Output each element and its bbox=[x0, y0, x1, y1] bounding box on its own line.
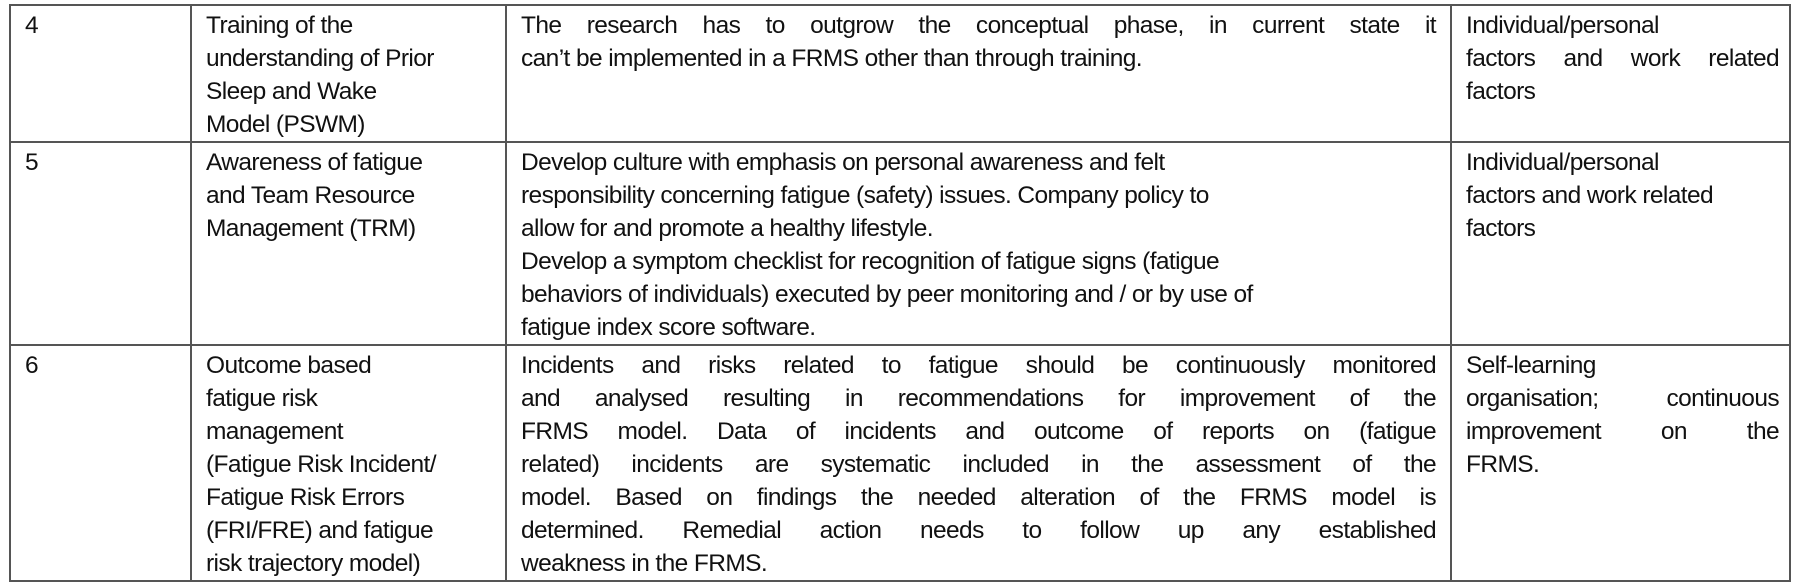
factors-line: factors and work related bbox=[1466, 45, 1779, 72]
description-cell bbox=[506, 142, 1451, 345]
measure-line: Fatigue Risk Errors bbox=[206, 484, 405, 511]
description-line: fatigue index score software. bbox=[521, 314, 816, 341]
description-line: Incidents and risks related to fatigue should be continuously monitored bbox=[521, 352, 1436, 379]
description-line: The research has to outgrow the conceptual phase, in current state it bbox=[521, 12, 1436, 39]
measure-line: Outcome based bbox=[206, 352, 372, 379]
factors-line: improvement on the bbox=[1466, 418, 1779, 445]
description-line: and analysed resulting in recommendations for improvement of the bbox=[521, 385, 1436, 412]
table-row bbox=[10, 345, 1790, 581]
description-line: Develop a symptom checklist for recognition of fatigue signs (fatigue bbox=[521, 248, 1220, 275]
measure-line: and Team Resource bbox=[206, 182, 415, 209]
measure-line: Model (PSWM) bbox=[206, 111, 365, 138]
description-line: model. Based on findings the needed alteration of the FRMS model is bbox=[521, 484, 1436, 511]
row-number: 6 bbox=[25, 352, 39, 379]
row-number: 4 bbox=[25, 12, 39, 39]
measure-line: Management (TRM) bbox=[206, 215, 416, 242]
description-line: behaviors of individuals) executed by peer monitoring and / or by use of bbox=[521, 281, 1253, 308]
table-body bbox=[10, 5, 1790, 581]
description-line: related) incidents are systematic included in the assessment of the bbox=[521, 451, 1436, 478]
table-row bbox=[10, 5, 1790, 142]
description-line: allow for and promote a healthy lifestyle. bbox=[521, 215, 933, 242]
measure-cell bbox=[191, 5, 506, 142]
measure-line: fatigue risk bbox=[206, 385, 318, 412]
description-line: FRMS model. Data of incidents and outcome of reports on (fatigue bbox=[521, 418, 1436, 445]
description-line: weakness in the FRMS. bbox=[521, 550, 768, 577]
measure-line: (FRI/FRE) and fatigue bbox=[206, 517, 434, 544]
description-cell bbox=[506, 345, 1451, 581]
measure-line: Awareness of fatigue bbox=[206, 149, 423, 176]
factors-line: factors bbox=[1466, 215, 1536, 242]
description-line: Develop culture with emphasis on personal awareness and felt bbox=[521, 149, 1165, 176]
row-number-cell bbox=[10, 142, 191, 345]
factors-line: organisation; continuous bbox=[1466, 385, 1779, 412]
measure-cell bbox=[191, 345, 506, 581]
row-number-cell bbox=[10, 345, 191, 581]
description-line: can’t be implemented in a FRMS other than through training. bbox=[521, 45, 1143, 72]
measure-line: Sleep and Wake bbox=[206, 78, 377, 105]
measure-line: (Fatigue Risk Incident/ bbox=[206, 451, 436, 478]
row-number-cell bbox=[10, 5, 191, 142]
factors-line: factors bbox=[1466, 78, 1536, 105]
table-row bbox=[10, 142, 1790, 345]
factors-cell bbox=[1451, 5, 1790, 142]
description-line: responsibility concerning fatigue (safety) issues. Company policy to bbox=[521, 182, 1209, 209]
factors-line: Individual/personal bbox=[1466, 12, 1659, 39]
factors-line: FRMS. bbox=[1466, 451, 1540, 478]
measure-line: risk trajectory model) bbox=[206, 550, 421, 577]
factors-cell bbox=[1451, 142, 1790, 345]
measure-line: Training of the bbox=[206, 12, 353, 39]
description-cell bbox=[506, 5, 1451, 142]
measure-cell bbox=[191, 142, 506, 345]
measure-line: understanding of Prior bbox=[206, 45, 434, 72]
measure-line: management bbox=[206, 418, 344, 445]
description-line: determined. Remedial action needs to follow up any established bbox=[521, 517, 1436, 544]
factors-line: factors and work related bbox=[1466, 182, 1714, 209]
factors-line: Individual/personal bbox=[1466, 149, 1659, 176]
fatigue-measures-table bbox=[9, 4, 1791, 582]
factors-cell bbox=[1451, 345, 1790, 581]
factors-line: Self-learning bbox=[1466, 352, 1596, 379]
row-number: 5 bbox=[25, 149, 39, 176]
